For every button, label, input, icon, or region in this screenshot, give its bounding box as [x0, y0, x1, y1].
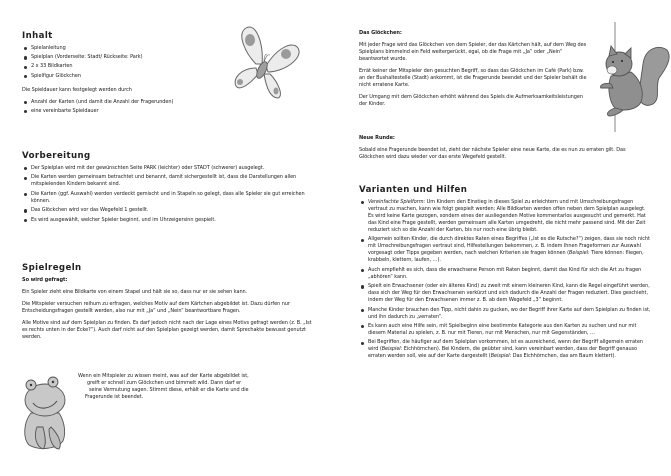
butterfly-illustration: [226, 24, 302, 104]
list-item: Der Spielplan wird mit der gewünschten Seite PARK (leichter) oder STADT (schwerer) ausgelegt.: [22, 165, 312, 172]
subheading-neue-runde: Neue Runde:: [359, 135, 395, 141]
frog-side-text: [78, 373, 318, 401]
section-inhalt: [22, 31, 252, 117]
paragraph: Sobald eine Fragerunde beendet ist, zieht der nächste Spieler eine neue Karte, die es nun zu erraten gilt. Das Glöckchen wird dazu wieder vor das erste Wegefeld gestellt.: [359, 147, 626, 160]
list-item: Bei Begriffen, die häufiger auf dem Spielplan vorkommen, ist es ausreichend, wenn der Begriff allgemein erraten wird (Beispiel: Eichhörnchen). Bei Kindern, die geübter sind, kann vereinbart werden, dass der Begriff genauso erraten werden soll, wie auf der Karte dargestellt (Beispiel: Das Eichhörnchen, das am Baum klettert).: [359, 339, 651, 360]
list-item: 2 x 33 Bildkarten: [22, 63, 252, 70]
frog-illustration: [19, 373, 77, 453]
paragraph: Die Mitspieler versuchen reihum zu erfragen, welches Motiv auf dem Kärtchen abgebildet ist. Dazu dürfen nur Entscheidungsfragen gestellt werden, also nur mit „Ja“ und „Nein“ beantwortbare Fragen.: [22, 301, 290, 314]
list-item: eine vereinbarte Spieldauer: [22, 108, 252, 115]
squirrel-illustration: [593, 22, 671, 132]
section-title-spielregeln: Spielregeln: [22, 263, 82, 273]
section-neue-runde: [359, 135, 649, 161]
section-vorbereitung: [22, 151, 312, 226]
duration-list: [22, 99, 252, 115]
frog-text-line: seine Vermutung sagen. Stimmt diese, erhält er die Karte und die: [89, 387, 249, 393]
list-item: Vereinfachte Spielform: Um Kindern den Einstieg in dieses Spiel zu erleichtern und mit Umschreibungsfragen vertraut zu machen, kann wie folgt gespielt werden: Alle Bildkarten werden offen neben dem Spielplan ausgelegt. Es wird keine Karte gezogen, sondern eines der ausliegenden Motive kommentarlos ausgesucht und gemerkt. Hat das Kind eine Frage gestellt, werden gemeinsam alle Karten umgedreht, die nicht mehr passend sind. Mit der Zeit reduziert sich so die Anzahl der Karten, bis nur noch eine übrig bleibt.: [359, 199, 651, 234]
frog-text-line: Fragerunde ist beendet.: [85, 394, 144, 400]
list-item: Allgemein sollten Kinder, die durch direktes Raten eines Begriffes („Ist es die Rutsche?“) zeigen, dass sie noch nicht mit Umschreibungsfragen vertraut sind, Hilfestellungen bekommen, z. B. indem Ihnen Frageformen zur Auswahl vorgesagt oder Tipps gegeben werden, nach welchen Kriterien sie fragen können (Beispiel: Tiere können: fliegen, krabbeln, klettern, laufen, …).: [359, 236, 651, 264]
frog-text-line: Wenn ein Mitspieler zu wissen meint, was auf der Karte abgebildet ist,: [78, 373, 249, 379]
list-item: Es kann auch eine Hilfe sein, mit Spielbeginn eine bestimmte Kategorie aus den Karten zu suchen und nur mit diesem Material zu spielen, z. B. nur mit Tieren, nur mit Menschen, nur mit Gegenständen, …: [359, 323, 651, 337]
list-item: Spielfigur Glöckchen: [22, 73, 252, 80]
paragraph: Der Umgang mit dem Glöckchen erhöht während des Spiels die Aufmerksamkeitsleistungen der Kinder.: [359, 94, 583, 107]
frog-text-line: greift er schnell zum Glöckchen und bimmelt wild. Dann darf er: [87, 380, 242, 386]
lead-label: Vereinfachte Spielform:: [368, 199, 426, 205]
list-item: Anzahl der Karten (und damit die Anzahl der Fragerunden): [22, 99, 252, 106]
list-item: Spielanleitung: [22, 45, 252, 52]
subheading-so-wird-gefragt: So wird gefragt:: [22, 277, 68, 283]
list-item: Das Glöckchen wird vor das Wegefeld 1 gestellt.: [22, 207, 312, 214]
left-page: [0, 0, 335, 476]
list-item: Spielt ein Erwachsener (oder ein älteres Kind) zu zweit mit einem kleineren Kind, kann die Regel eingeführt werden, dass sich der Weg für den Erwachsenen verkürzt und sich dadurch die Anzahl der Fragen reduziert. Dies geschieht, indem der Weg für den Erwachsenen immer z. B. ab dem Wegefeld „3“ beginnt.: [359, 283, 651, 304]
varianten-list: [359, 199, 651, 360]
right-page: [335, 0, 671, 476]
list-item: Die Karten werden gemeinsam betrachtet und benannt, damit sichergestellt ist, dass die Darstellungen allen mitspielenden Kindern bekannt sind.: [22, 174, 312, 188]
paragraph: Mit jeder Frage wird das Glöckchen von dem Spieler, der das Kärtchen hält, auf dem Weg des Spielplans bimmelnd ein Feld weitergerückt, egal, ob die Frage mit „Ja“ oder „Nein“ beantwortet wurde.: [359, 42, 587, 62]
paragraph: Ein Spieler zieht eine Bildkarte von einem Stapel und hält sie so, dass nur er sie sehen kann.: [22, 289, 248, 295]
list-item: Die Karten (ggf. Auswahl) werden verdeckt gemischt und in Stapeln so gelegt, dass alle Spieler sie gut erreichen können.: [22, 191, 312, 205]
section-varianten: [359, 185, 651, 363]
section-gloeckchen: [359, 30, 591, 108]
list-item: Es wird ausgewählt, welcher Spieler beginnt, und im Uhrzeigersinn gespielt.: [22, 217, 312, 224]
inhalt-list: [22, 45, 252, 80]
vorbereitung-list: [22, 165, 312, 224]
paragraph: Alle Motive sind auf dem Spielplan zu finden. Es darf jedoch nicht nach der Lage eines Motivs gefragt werden (z. B. „Ist es rechts unten in der Ecke?“). Auch darf nicht auf den Spielplan gezeigt werden, damit Sprechakte bewusst genutzt werden.: [22, 320, 312, 340]
list-item: Manche Kinder brauchen den Tipp, nicht dahin zu gucken, wo der Begriff ihrer Karte auf dem Spielplan zu finden ist, und ihn dadurch zu „verraten“.: [359, 307, 651, 321]
section-title-varianten: Varianten und Hilfen: [359, 185, 468, 195]
list-item: Spielplan (Vorderseite: Stadt/ Rückseite: Park): [22, 54, 252, 61]
subheading-gloeckchen: Das Glöckchen:: [359, 30, 402, 36]
section-title-inhalt: Inhalt: [22, 31, 53, 41]
duration-intro: Die Spieldauer kann festgelegt werden durch: [22, 86, 132, 93]
paragraph: Errät keiner der Mitspieler den gesuchten Begriff, so dass das Glöckchen im Café (Park) bzw. an der Bushaltestelle (Stadt) ankommt, ist die Fragerunde beendet und der Spieler behält die nicht erratene Karte.: [359, 68, 587, 88]
section-title-vorbereitung: Vorbereitung: [22, 151, 91, 161]
list-item: Auch empfiehlt es sich, dass die erwachsene Person mit Raten beginnt, damit das Kind für sich die Art zu fragen „abhören“ kann.: [359, 267, 651, 281]
section-spielregeln: [22, 263, 314, 341]
